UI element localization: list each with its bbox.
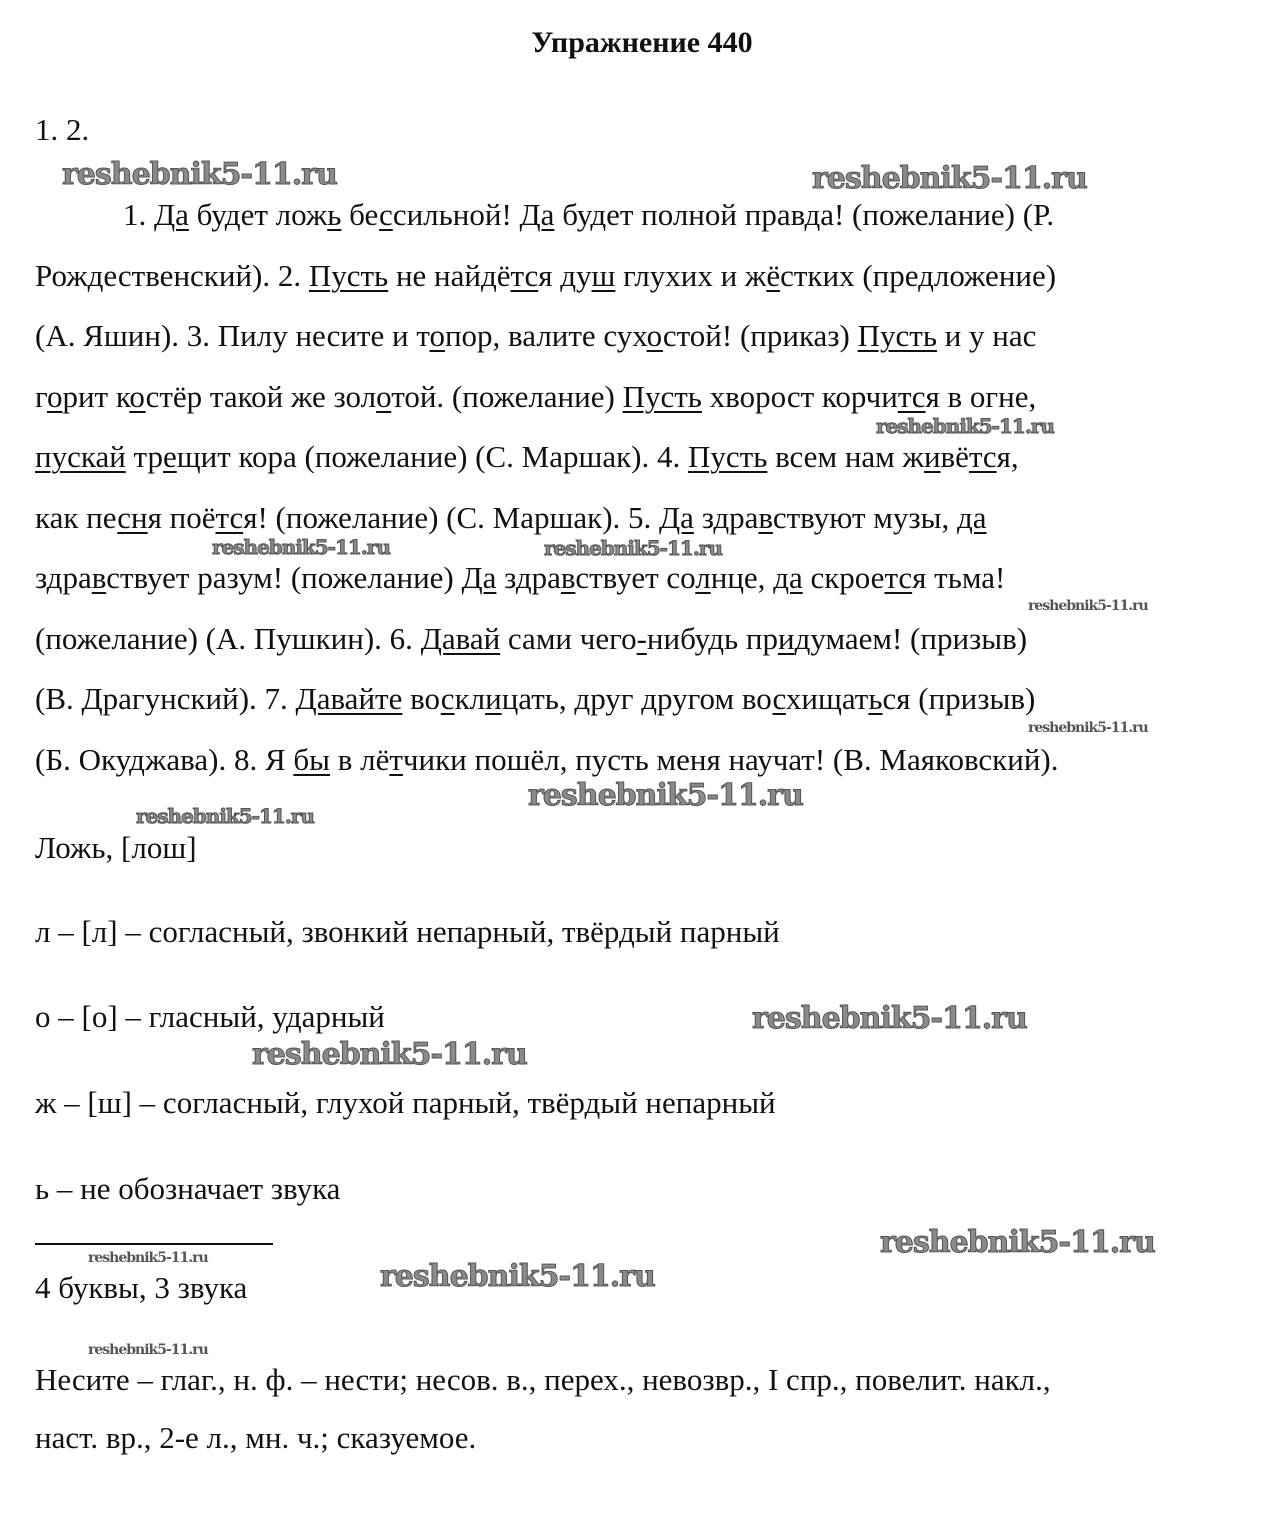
underlined-fragment: тс (897, 378, 926, 414)
text-fragment: я! (пожелание) (С. Маршак). 5. (243, 499, 660, 535)
underlined-fragment: о (376, 378, 392, 414)
phonetic-row: л – [л] – согласный, звонкий непарный, твёрдый парный (35, 914, 780, 949)
sentence-line (35, 621, 1027, 657)
underlined-fragment: тс (884, 560, 913, 595)
morphology-line: Несите – глаг., н. ф. – нести; несов. в., перех., невозвр., I спр., повелит. накл., (35, 1362, 1051, 1397)
sentence-line (35, 318, 1036, 354)
watermark: reshebnik5-11.ru (528, 778, 803, 813)
text-fragment: во (402, 681, 441, 716)
watermark: reshebnik5-11.ru (252, 1037, 527, 1072)
sentence-line (123, 197, 1054, 233)
text-fragment: кл (454, 681, 486, 716)
text-fragment: ствуют музы, (772, 499, 957, 535)
text-fragment: (А. Яшин). 3. Пилу несите и т (35, 318, 430, 353)
underlined-fragment: сн (117, 499, 148, 535)
text-fragment: здра (693, 499, 759, 535)
underlined-fragment: с (379, 197, 393, 232)
underlined-fragment: о (646, 318, 663, 353)
watermark: reshebnik5-11.ru (876, 414, 1054, 438)
text-fragment: рит к (62, 378, 130, 414)
phonetic-row: ж – [ш] – согласный, глухой парный, твёрдый непарный (35, 1085, 776, 1120)
text-fragment: стой! (приказ) (662, 318, 858, 353)
text-fragment: как пе (35, 499, 118, 535)
text-fragment: Рождественский). 2. (35, 257, 309, 293)
text-fragment: нце, (710, 560, 774, 595)
task-numbers: 1. 2. (35, 112, 90, 147)
underlined-fragment: т (389, 741, 403, 777)
sentence-line (35, 560, 1005, 596)
sentence-line (35, 500, 987, 536)
text-fragment: 1. (123, 197, 154, 232)
underlined-fragment: Давайте (295, 681, 403, 716)
underlined-fragment: о (129, 378, 146, 414)
sentence-line (35, 439, 1019, 475)
underlined-fragment: тс (968, 439, 997, 474)
text-fragment: я, (996, 439, 1019, 474)
underlined-fragment: о (429, 318, 445, 353)
text-fragment: здра (35, 560, 92, 595)
phonetic-summary: 4 буквы, 3 звука (35, 1270, 248, 1305)
text-fragment: не найдё (388, 257, 511, 293)
watermark: reshebnik5-11.ru (88, 1250, 208, 1266)
text-fragment: нибудь пр (646, 620, 778, 656)
underlined-fragment: с (772, 681, 786, 716)
text-fragment: (В. Драгунский). 7. (35, 681, 296, 716)
watermark: reshebnik5-11.ru (1028, 598, 1148, 614)
underlined-fragment: ь (868, 681, 883, 716)
text-fragment: в лё (329, 741, 390, 777)
text-fragment: тр (125, 439, 163, 474)
underlined-fragment: в (758, 499, 773, 535)
watermark: reshebnik5-11.ru (136, 804, 314, 828)
underlined-fragment: ш (591, 257, 616, 293)
underlined-fragment: е (162, 439, 177, 474)
text-fragment: пор, валите сух (444, 318, 647, 353)
text-fragment: ся (призыв) (882, 681, 1036, 716)
text-fragment: стёр такой же зол (145, 378, 377, 414)
text-fragment: хищат (785, 681, 869, 716)
underlined-fragment: о (46, 378, 63, 414)
text-fragment: будет лож (188, 197, 328, 232)
phonetic-row: о – [о] – гласный, ударный (35, 999, 385, 1034)
text-fragment: (Б. Окуджава). 8. Я (35, 741, 294, 777)
text-fragment: здра (496, 560, 561, 595)
underlined-fragment: ё (766, 257, 781, 293)
text-fragment: ствует разум! (пожелание) (106, 560, 462, 595)
underlined-fragment: да (773, 560, 803, 595)
page-title: Упражнение 440 (531, 26, 753, 59)
text-fragment: всем нам ж (767, 439, 924, 474)
underlined-fragment: в (91, 560, 107, 595)
phonetic-word: Ложь, [лош] (35, 830, 197, 865)
underlined-fragment: тс (215, 499, 244, 535)
watermark: reshebnik5-11.ru (212, 535, 390, 559)
text-fragment: бе (341, 197, 380, 232)
text-fragment: г (35, 378, 47, 414)
underlined-fragment: и (485, 681, 502, 716)
underlined-fragment: Да (154, 197, 189, 232)
watermark: reshebnik5-11.ru (812, 161, 1087, 196)
sentence-line (35, 681, 1035, 717)
watermark: reshebnik5-11.ru (880, 1225, 1155, 1260)
underlined-fragment: Пусть (622, 378, 702, 414)
text-fragment: я ду (538, 257, 592, 293)
underlined-fragment: Пусть (857, 318, 937, 353)
text-fragment: хворост корчи (701, 378, 898, 414)
sentence-line (35, 379, 1036, 415)
watermark: reshebnik5-11.ru (62, 157, 337, 192)
text-fragment: (пожелание) (А. Пушкин). 6. (35, 620, 421, 656)
text-fragment: и у нас (936, 318, 1037, 353)
text-fragment: сами чего (500, 620, 637, 656)
phonetic-row: ь – не обозначает звука (35, 1171, 341, 1206)
text-fragment: скрое (802, 560, 885, 595)
morphology-line: наст. вр., 2-е л., мн. ч.; сказуемое. (35, 1420, 477, 1455)
underlined-fragment: Пусть (308, 257, 389, 293)
underlined-fragment: Да (519, 197, 555, 232)
text-fragment: щит кора (пожелание) (С. Маршак). 4. (176, 439, 688, 474)
text-fragment: ствует со (575, 560, 696, 595)
underlined-fragment: и (777, 620, 795, 656)
watermark: reshebnik5-11.ru (88, 1342, 208, 1358)
underlined-fragment: бы (293, 741, 330, 777)
text-fragment: вё (940, 439, 969, 474)
watermark: reshebnik5-11.ru (380, 1259, 655, 1294)
watermark: reshebnik5-11.ru (752, 1001, 1027, 1036)
underlined-fragment: Да (461, 560, 497, 595)
underlined-fragment: л (695, 560, 711, 595)
text-fragment: чики пошёл, пусть меня научат! (В. Маяковский). (402, 741, 1059, 777)
underlined-fragment: тс (510, 257, 539, 293)
underlined-fragment: и (923, 439, 941, 474)
underlined-fragment: Давай (420, 620, 501, 656)
watermark: reshebnik5-11.ru (1028, 720, 1148, 736)
sentence-line (35, 742, 1059, 778)
text-fragment: я тьма! (912, 560, 1006, 595)
text-fragment: думаем! (призыв) (794, 620, 1028, 656)
underlined-fragment: Пусть (688, 439, 768, 474)
watermark: reshebnik5-11.ru (544, 536, 722, 560)
underlined-fragment: Да (659, 499, 694, 535)
underlined-fragment: - (636, 620, 647, 656)
text-fragment: цать, друг другом во (501, 681, 773, 716)
sentence-line (35, 258, 1056, 294)
divider (35, 1243, 273, 1245)
text-fragment: я в огне, (925, 378, 1037, 414)
text-fragment: глухих и ж (615, 257, 767, 293)
underlined-fragment: пускай (35, 439, 126, 474)
text-fragment: той. (пожелание) (391, 378, 623, 414)
text-fragment: будет полной правда! (пожелание) (Р. (554, 197, 1055, 232)
text-fragment: я поё (147, 499, 216, 535)
underlined-fragment: с (440, 681, 455, 716)
underlined-fragment: ь (327, 197, 342, 232)
text-fragment: стких (предложение) (780, 257, 1057, 293)
underlined-fragment: в (560, 560, 576, 595)
text-fragment: сильной! (392, 197, 520, 232)
underlined-fragment: да (957, 499, 987, 535)
